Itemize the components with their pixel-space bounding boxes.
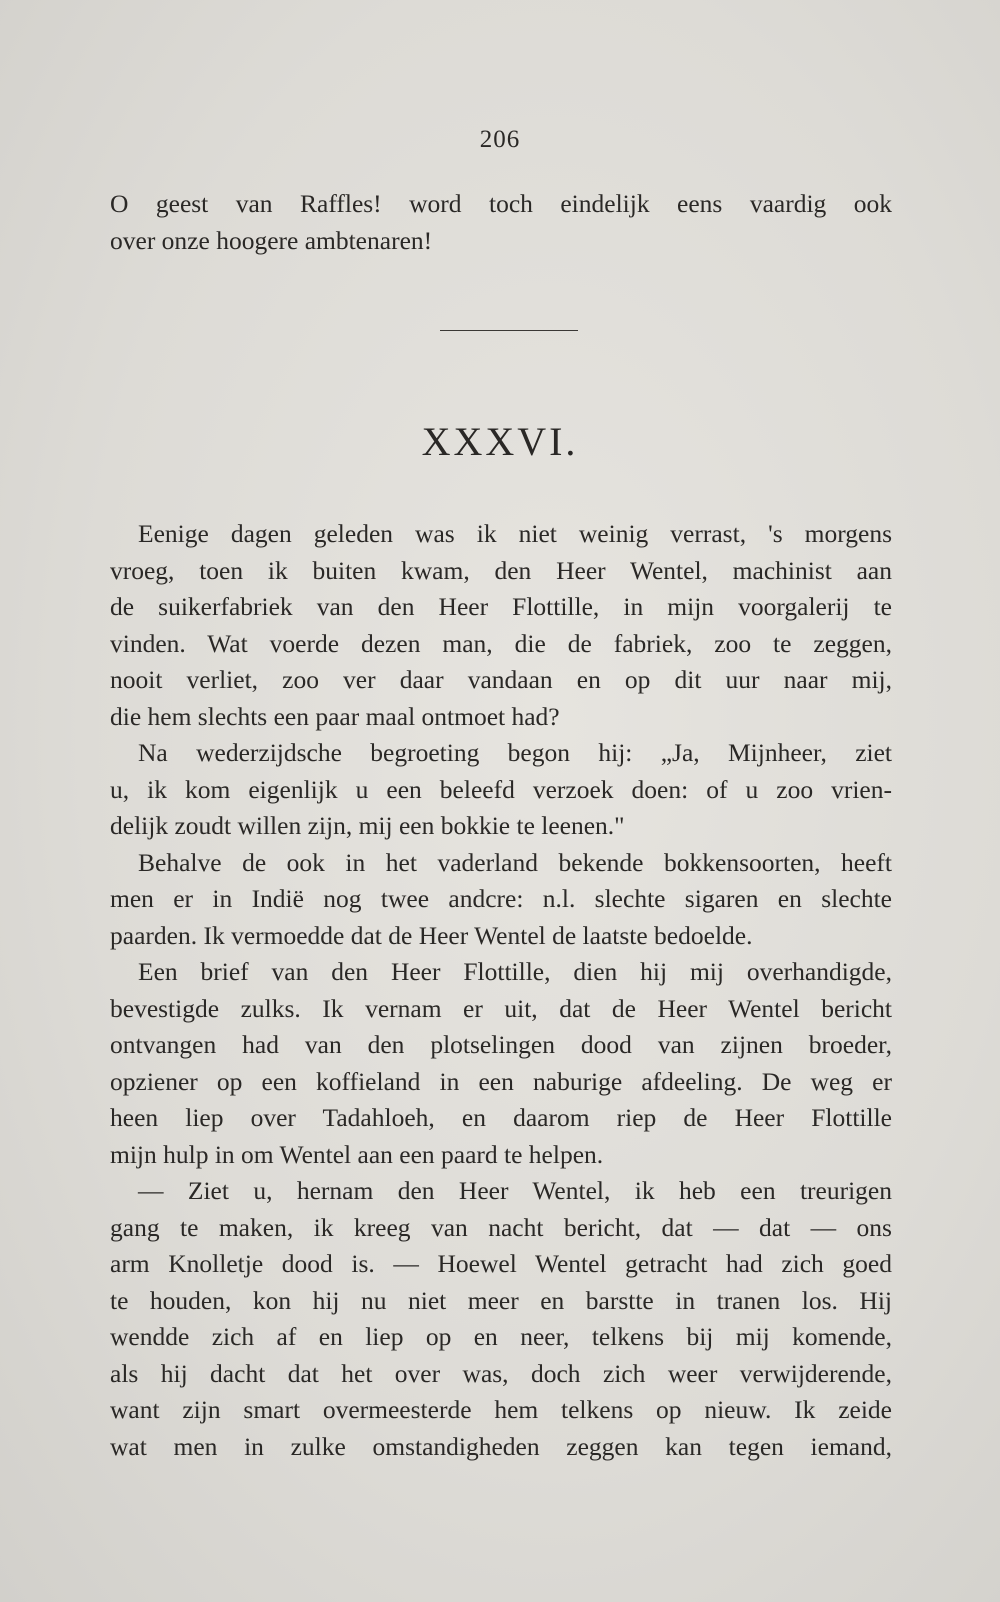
paragraph <box>110 845 892 955</box>
text-line: heen liep over Tadahloeh, en daarom riep de Heer Flottille <box>110 1103 892 1132</box>
text-line: wendde zich af en liep op en neer, telkens bij mij komende, <box>110 1322 892 1351</box>
paragraph <box>110 1173 892 1465</box>
text-line: ontvangen had van den plotselingen dood van zijnen broeder, <box>110 1030 892 1059</box>
text-line: Behalve de ook in het vaderland bekende bokkensoorten, heeft <box>138 847 892 877</box>
chapter-body <box>110 516 892 1465</box>
text-line: over onze hoogere ambtenaren! <box>110 225 433 255</box>
text-line: mijn hulp in om Wentel aan een paard te helpen. <box>110 1139 604 1169</box>
page-number: 206 <box>479 126 521 153</box>
text-line: paarden. Ik vermoedde dat de Heer Wentel de laatste bedoelde. <box>110 920 753 950</box>
paragraph <box>110 735 892 845</box>
text-line: O geest van Raffles! word toch eindelijk eens vaardig ook <box>110 189 892 218</box>
chapter-heading: XXXVI. <box>421 419 579 464</box>
text-line: bevestigde zulks. Ik vernam er uit, dat de Heer Wentel bericht <box>110 993 892 1023</box>
text-line: Een brief van den Heer Flottille, dien hij mij overhandigde, <box>138 957 892 986</box>
text-line: opziener op een koffieland in een naburige afdeeling. De weg er <box>110 1066 892 1096</box>
paragraph <box>110 954 892 1173</box>
text-line: — Ziet u, hernam den Heer Wentel, ik heb een treurigen <box>138 1176 892 1205</box>
text-line: vroeg, toen ik buiten kwam, den Heer Wentel, machinist aan <box>110 555 892 585</box>
text-line: vinden. Wat voerde dezen man, die de fabriek, zoo te zeggen, <box>110 628 892 658</box>
text-line: nooit verliet, zoo ver daar vandaan en op dit uur naar mij, <box>110 665 892 694</box>
text-line: u, ik kom eigenlijk u een beleefd verzoek doen: of u zoo vrien- <box>110 774 892 804</box>
text-line: die hem slechts een paar maal ontmoet had? <box>110 701 560 731</box>
section-divider <box>440 330 578 331</box>
text-line: wat men in zulke omstandigheden zeggen kan tegen iemand, <box>110 1431 892 1461</box>
text-line: delijk zoudt willen zijn, mij een bokkie te leenen." <box>110 811 625 840</box>
text-line: als hij dacht dat het over was, doch zich weer verwijderende, <box>110 1358 892 1388</box>
text-line: arm Knolletje dood is. — Hoewel Wentel getracht had zich goed <box>110 1249 892 1278</box>
intro-text <box>110 186 892 259</box>
text-line: gang te maken, ik kreeg van nacht bericht, dat — dat — ons <box>110 1212 892 1242</box>
text-line: te houden, kon hij nu niet meer en barstte in tranen los. Hij <box>110 1285 892 1315</box>
text-line: want zijn smart overmeesterde hem telkens op nieuw. Ik zeide <box>110 1395 892 1424</box>
text-line: Na wederzijdsche begroeting begon hij: „Ja, Mijnheer, ziet <box>138 738 892 767</box>
text-line: men er in Indië nog twee andcre: n.l. slechte sigaren en slechte <box>110 884 892 913</box>
text-line: de suikerfabriek van den Heer Flottille, in mijn voorgalerij te <box>110 592 892 621</box>
paragraph <box>110 516 892 735</box>
text-line: Eenige dagen geleden was ik niet weinig verrast, 's morgens <box>138 519 892 548</box>
